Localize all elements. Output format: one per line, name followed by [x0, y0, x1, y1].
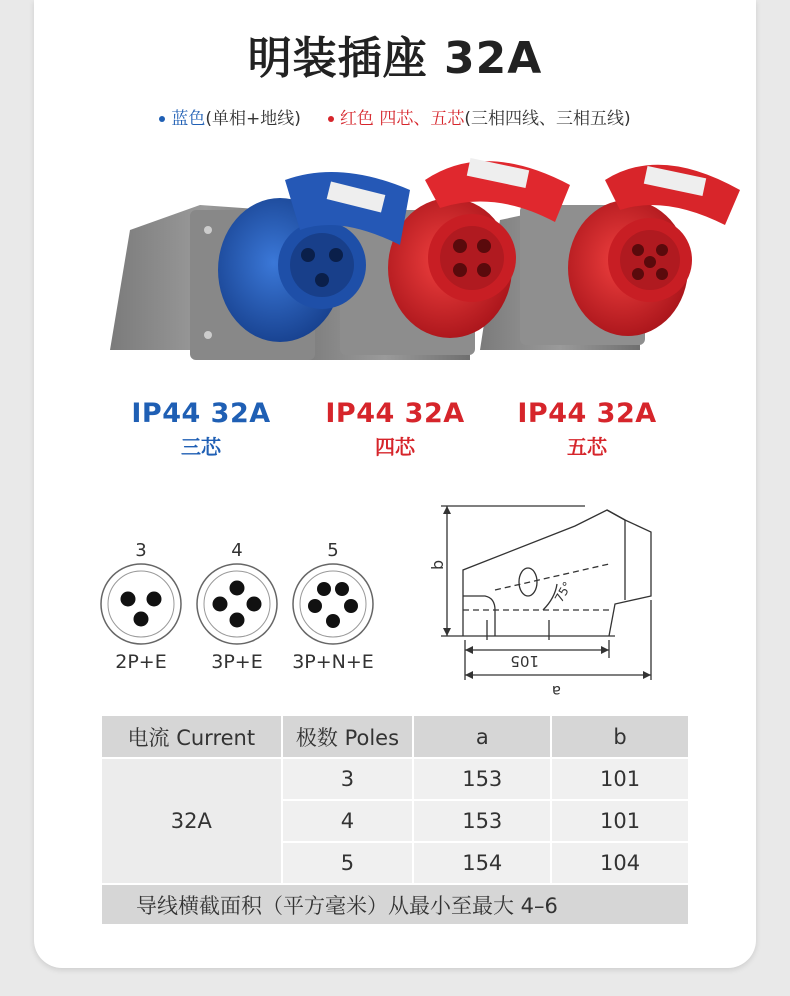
angle-label: 75°	[551, 579, 575, 605]
legend-blue	[159, 109, 306, 129]
legend-blue-detail: (单相+地线)	[205, 109, 301, 129]
legend-blue-label: 蓝色	[171, 109, 206, 129]
header-b: b	[551, 715, 689, 758]
product-label-4core	[300, 398, 490, 460]
poles-cell: 4	[282, 800, 414, 842]
cores-text: 四芯	[375, 435, 415, 459]
header-poles: 极数 Poles	[282, 715, 414, 758]
pin-layout-4	[192, 540, 282, 673]
pin-count: 3	[135, 540, 147, 561]
cores-text: 五芯	[567, 435, 607, 459]
socket-products-image	[100, 150, 740, 370]
cores-text: 三芯	[181, 435, 221, 459]
legend-red-detail: (三相四线、三相五线)	[464, 109, 631, 129]
pin-5-icon	[288, 561, 378, 647]
pin-label: 3P+N+E	[292, 651, 374, 673]
spec-table	[100, 714, 690, 926]
a-cell: 153	[413, 758, 551, 800]
pin-3-icon	[96, 561, 186, 647]
table-header-row	[101, 715, 689, 758]
dim-b-label: b	[428, 559, 447, 570]
rating-text: IP44 32A	[131, 398, 271, 429]
legend-red	[328, 109, 631, 129]
product-label-5core	[492, 398, 682, 460]
color-legend	[0, 104, 790, 129]
b-cell: 104	[551, 842, 689, 884]
rating-text: IP44 32A	[325, 398, 465, 429]
product-label-3core	[106, 398, 296, 460]
pin-label: 3P+E	[211, 651, 263, 673]
pin-layout-3	[96, 540, 186, 673]
blue-dot-icon	[159, 116, 165, 122]
header-a: a	[413, 715, 551, 758]
legend-red-label: 红色 四芯、五芯	[339, 109, 465, 129]
pin-4-icon	[192, 561, 282, 647]
dim-105-label: 105	[510, 652, 539, 670]
poles-cell: 3	[282, 758, 414, 800]
pin-count: 4	[231, 540, 243, 561]
table-row	[101, 758, 689, 800]
poles-cell: 5	[282, 842, 414, 884]
page-title: 明装插座 32A	[247, 33, 543, 84]
red-dot-icon	[328, 116, 334, 122]
b-cell: 101	[551, 758, 689, 800]
dim-a-label: a	[551, 682, 561, 700]
header-current: 电流 Current	[101, 715, 282, 758]
a-cell: 153	[413, 800, 551, 842]
dimension-diagram	[425, 500, 665, 700]
a-cell: 154	[413, 842, 551, 884]
pin-layout-5	[288, 540, 378, 673]
cross-section-note: 导线横截面积（平方毫米）从最小至最大 4–6	[101, 884, 689, 925]
rating-text: IP44 32A	[517, 398, 657, 429]
pin-label: 2P+E	[115, 651, 167, 673]
pin-count: 5	[327, 540, 339, 561]
table-footer-row	[101, 884, 689, 925]
b-cell: 101	[551, 800, 689, 842]
current-value: 32A	[101, 758, 282, 884]
